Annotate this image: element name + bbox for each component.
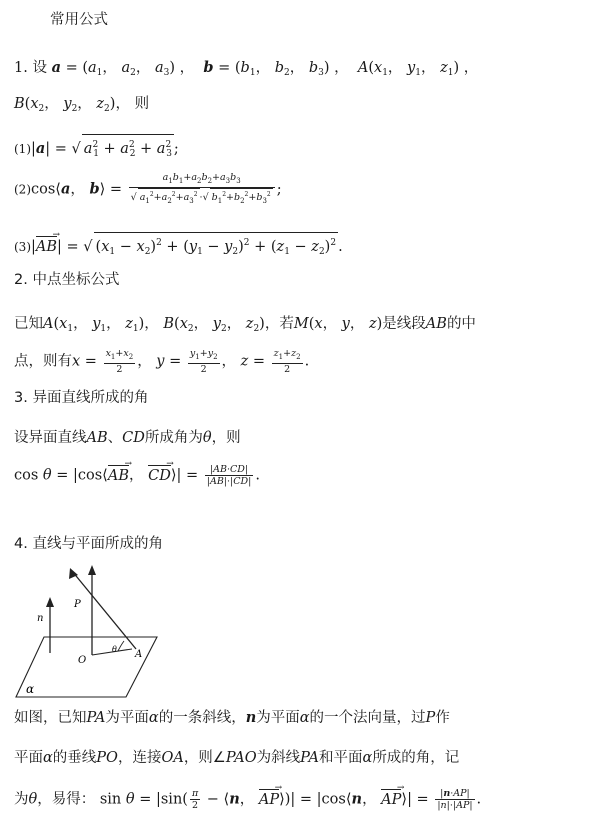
heading-row	[14, 10, 108, 30]
label-p: P	[74, 599, 81, 610]
section-4-para-2: 平面α的垂线PO，连接OA，则∠PAO为斜线PA和平面α所成的角，记	[14, 750, 460, 766]
plane-alpha-shape	[16, 637, 157, 697]
label-n: n	[37, 613, 44, 624]
theta-arc	[118, 641, 124, 651]
label-theta: θ	[112, 645, 117, 654]
s1-intro: 设	[32, 60, 47, 76]
section-4-title: 4. 直线与平面所成的角	[14, 536, 163, 552]
section-4-para-3: 为θ，易得： sin θ = |sin( $\frac{\pi}{2}$ − ⟨n， AP →⟩)| = |cos⟨n， AP →⟩| = $\frac{|n\cdot AP|}{|n|\cdot|AP|}$ .	[14, 788, 481, 811]
section-3-line-a: 设异面直线AB、CD所成角为θ，则	[14, 430, 241, 446]
normal-arrow-head	[46, 597, 54, 607]
formula-1-3: (3)|AB →| = √ $(x_1 - x_2)^2 + (y_1 - y_2)^2 + (z_1 - z_2)^2$ .	[14, 232, 343, 262]
section-2-line-b: 点，则有x = $\frac{x_1+x_2}{2}$ ， y = $\frac{y_1+y_2}{2}$ ， z = $\frac{z_1+z_2}{2}$ .	[14, 348, 310, 375]
s1-then: 则	[134, 96, 150, 112]
label-o: O	[78, 655, 87, 666]
formula-1-2: (2)cos⟨a， b⟩ = $\frac{a_1b_1+a_2b_2+a_3b_3}{√ a_1^2+a_2^2+a_3^2 \cdot√ b_1^2+b_2^2+b_3^2}$ ;	[14, 172, 282, 205]
formula-1-1: (1)|a| = √ $a^2_1 + a^2_2 + a^2_3$ ;	[14, 134, 179, 164]
formula-1-line-a: 1. 设 $a = (a_1$， $a_2$， $a_3$) ， $b = (b_1$， $b_2$， $b_3$) ， $A(x_1$， $y_1$， $z_1$) ，	[14, 59, 479, 78]
formula-1-line-b: $B(x_2$， $y_2$， $z_2$)， 则	[14, 96, 150, 114]
section-2-line-a: 已知$A(x_1$， $y_1$， $z_1$)， $B(x_2$， $y_2$， $z_2$)，若M(x， y， z)是线段AB的中	[14, 316, 476, 334]
section-3-formula: cos θ = |cos⟨AB →， CD →⟩| = $\frac{|AB\cdot CD|}{|AB|\cdot|CD|}$ .	[14, 464, 260, 487]
po-arrow-head	[88, 565, 96, 575]
section-3-title: 3. 异面直线所成的角	[14, 390, 149, 406]
heading-title: 常用公式	[50, 12, 108, 28]
label-a: A	[135, 649, 143, 660]
s1-number: 1.	[14, 60, 28, 76]
plane-angle-figure	[14, 563, 174, 703]
section-2-title: 2. 中点坐标公式	[14, 272, 120, 288]
cos-fraction: $\frac{a_1b_1+a_2b_2+a_3b_3}{√ a_1^2+a_2^2+a_3^2 \cdot√ b_1^2+b_2^2+b_3^2}$	[129, 172, 275, 207]
section-4-para-1: 如图，已知PA为平面α的一条斜线，n为平面α的一个法向量，过P作	[14, 709, 450, 726]
label-alpha: α	[26, 682, 35, 696]
